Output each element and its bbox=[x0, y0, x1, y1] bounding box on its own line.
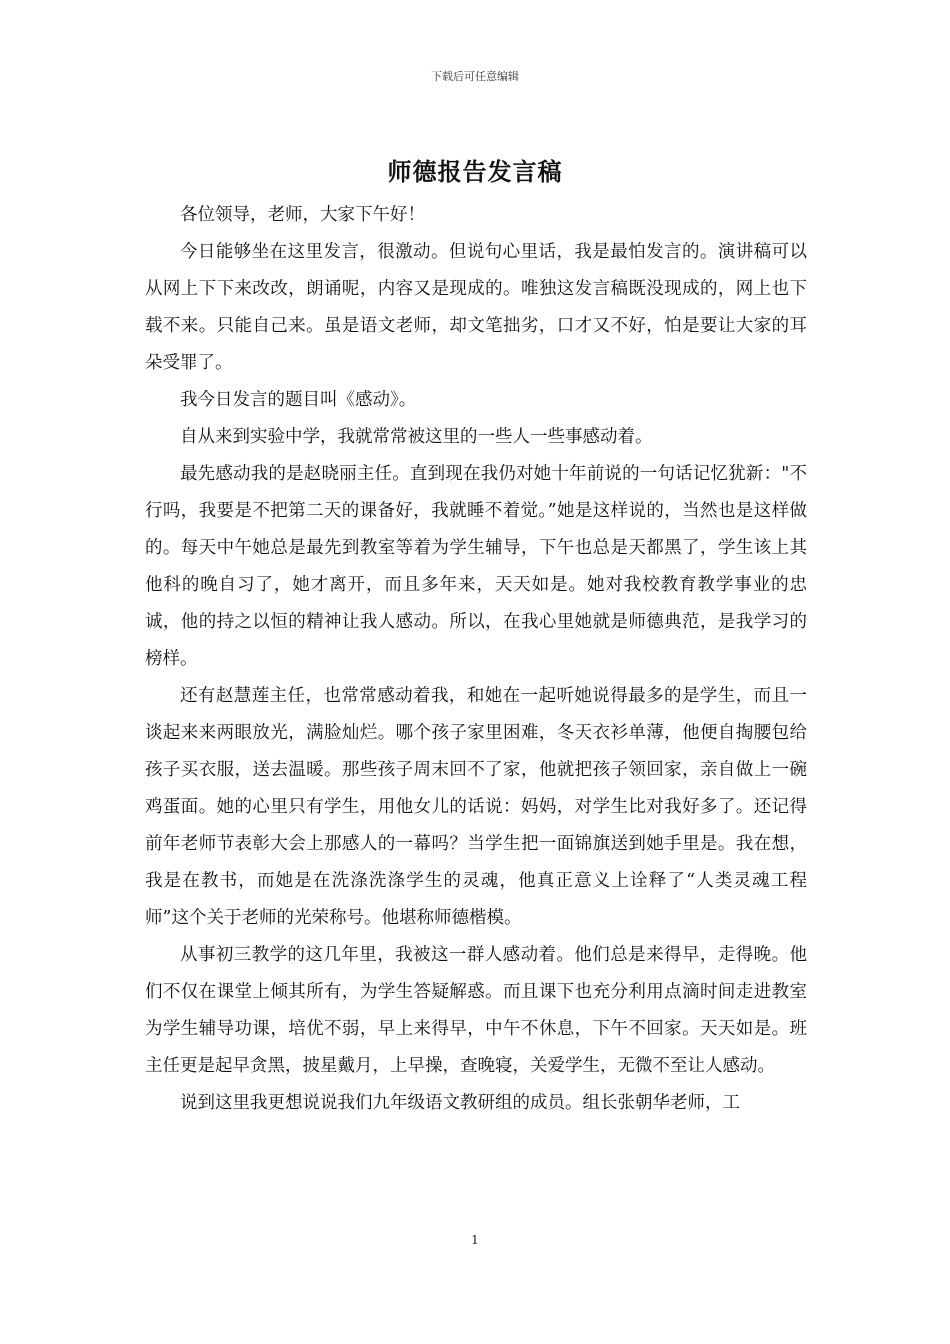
paragraph: 从事初三教学的这几年里，我被这一群人感动着。他们总是来得早，走得晚。他们不仅在课堂上倾其所有，为学生答疑解惑。而且课下也充分利用点滴时间走进教室为学生辅导功课，培优不弱，早上来得早，中午不休息，下午不回家。天天如是。班主任更是起早贪黑，披星戴月，上早操，查晚寝，关爱学生，无微不至让人感动。 bbox=[145, 945, 807, 1076]
paragraph: 还有赵慧莲主任，也常常感动着我，和她在一起听她说得最多的是学生，而且一谈起来来两眼放光，满脸灿烂。哪个孩子家里困难，冬天衣衫单薄，他便自掏腰包给孩子买衣服，送去温暖。那些孩子周末回不了家，他就把孩子领回家，亲自做上一碗鸡蛋面。她的心里只有学生，用他女儿的话说：妈妈，对学生比对我好多了。还记得前年老师节表彰大会上那感人的一幕吗？当学生把一面锦旗送到她手里是。我在想，我是在教书，而她是在洗涤洗涤学生的灵魂，他真正意义上诠释了“人类灵魂工程师”这个关于老师的光荣称号。他堪称师德楷模。 bbox=[145, 686, 807, 928]
paragraph: 各位领导，老师，大家下午好！ bbox=[180, 205, 425, 225]
document-body bbox=[145, 197, 807, 1122]
paragraph: 说到这里我更想说说我们九年级语文教研组的成员。组长张朝华老师，工 bbox=[180, 1093, 740, 1113]
paragraph: 自从来到实验中学，我就常常被这里的一些人一些事感动着。 bbox=[180, 427, 653, 447]
page-number: 1 bbox=[471, 1233, 479, 1247]
document-title: 师德报告发言稿 bbox=[387, 157, 563, 186]
paragraph: 今日能够坐在这里发言，很激动。但说句心里话，我是最怕发言的。演讲稿可以从网上下下来改改，朗诵呢，内容又是现成的。唯独这发言稿既没现成的，网上也下载不来。只能自己来。虽是语文老师，却文笔拙劣，口才又不好，怕是要让大家的耳朵受罪了。 bbox=[145, 242, 807, 373]
page-header: 下载后可任意编辑 bbox=[431, 70, 519, 83]
paragraph: 最先感动我的是赵晓丽主任。直到现在我仍对她十年前说的一句话记忆犹新："不行吗，我要是不把第二天的课备好，我就睡不着觉。”她是这样说的，当然也是这样做的。每天中午她总是最先到教室等着为学生辅导，下午也总是天都黑了，学生该上其他科的晚自习了，她才离开，而且多年来，天天如是。她对我校教育教学事业的忠诚，他的持之以恒的精神让我人感动。所以，在我心里她就是师德典范，是我学习的榜样。 bbox=[145, 464, 807, 669]
paragraph: 我今日发言的题目叫《感动》。 bbox=[180, 390, 417, 410]
